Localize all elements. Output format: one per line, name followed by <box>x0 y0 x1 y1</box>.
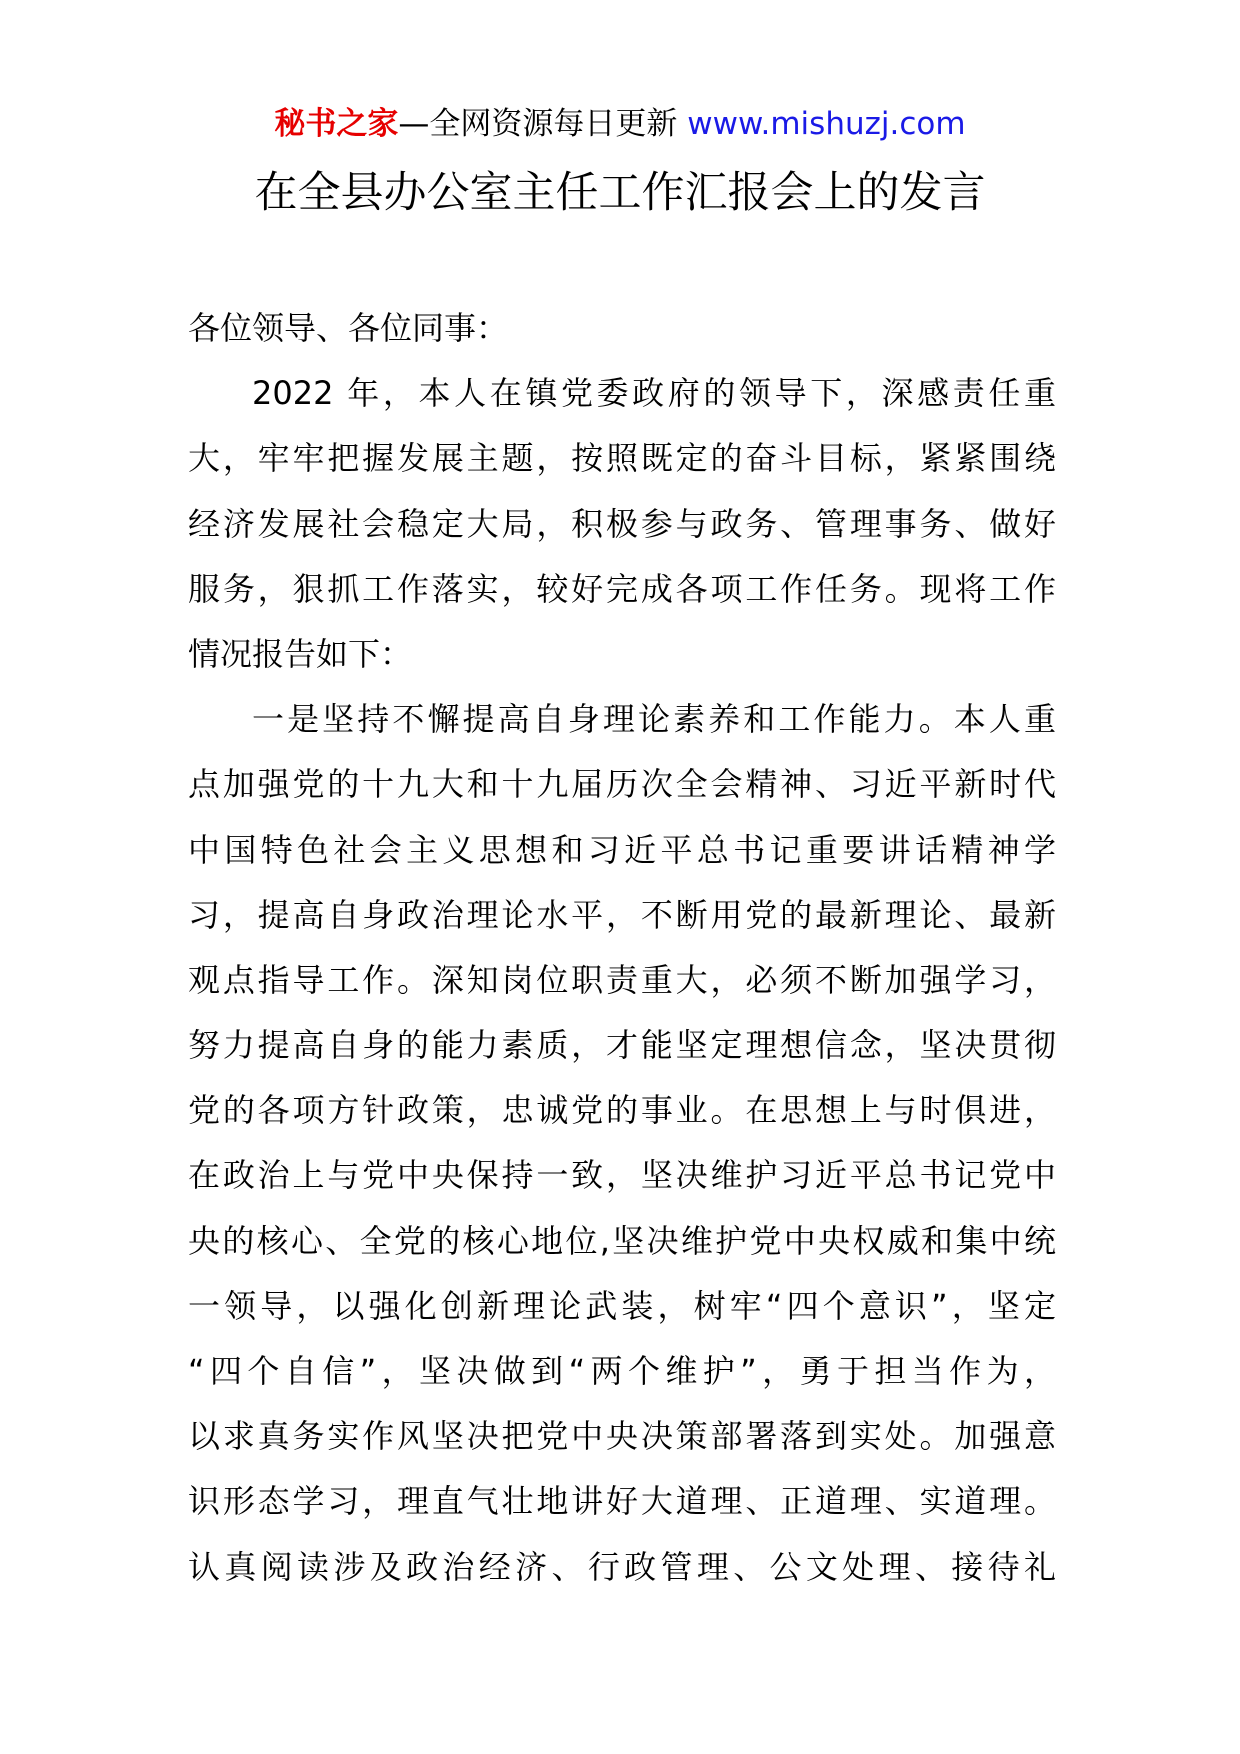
site-header <box>0 102 1240 146</box>
text-line: 央的核心、全党的核心地位,坚决维护党中央权威和集中统 <box>188 1221 1056 1260</box>
site-url-link[interactable]: www.mishuzj.com <box>687 106 966 142</box>
text-line: 习，提高自身政治理论水平，不断用党的最新理论、最新 <box>188 895 1056 934</box>
text-line: 以求真务实作风坚决把党中央决策部署落到实处。加强意 <box>188 1417 1056 1456</box>
text-line: 情况报告如下： <box>188 634 413 673</box>
text-line: 在政治上与党中央保持一致，坚决维护习近平总书记党中 <box>188 1156 1056 1195</box>
text-line: 经济发展社会稳定大局，积极参与政务、管理事务、做好 <box>188 504 1056 543</box>
text-line: 服务，狠抓工作落实，较好完成各项工作任务。现将工作 <box>188 569 1056 608</box>
text-line: 识形态学习，理直气壮地讲好大道理、正道理、实道理。 <box>188 1482 1056 1521</box>
text-line: 一领导，以强化创新理论武装，树牢“四个意识”，坚定 <box>188 1286 1056 1325</box>
text-line: 2022 年，本人在镇党委政府的领导下，深感责任重 <box>252 374 1056 413</box>
text-line: 党的各项方针政策，忠诚党的事业。在思想上与时俱进， <box>188 1091 1056 1130</box>
text-line: 观点指导工作。深知岗位职责重大，必须不断加强学习， <box>188 960 1056 999</box>
brand-name: 秘书之家 <box>274 106 399 142</box>
text-line: 中国特色社会主义思想和习近平总书记重要讲话精神学 <box>188 830 1056 869</box>
salutation: 各位领导、各位同事： <box>188 309 509 347</box>
document-title: 在全县办公室主任工作汇报会上的发言 <box>254 168 986 218</box>
text-line: 一是坚持不懈提高自身理论素养和工作能力。本人重 <box>252 700 1056 739</box>
text-line: 点加强党的十九大和十九届历次全会精神、习近平新时代 <box>188 765 1056 804</box>
document-body <box>188 296 1056 1600</box>
text-line: 大，牢牢把握发展主题，按照既定的奋斗目标，紧紧围绕 <box>188 439 1056 478</box>
text-line: “四个自信”，坚决做到“两个维护”，勇于担当作为， <box>188 1352 1056 1390</box>
text-line: 努力提高自身的能力素质，才能坚定理想信念，坚决贯彻 <box>188 1026 1056 1065</box>
text-line: 认真阅读涉及政治经济、行政管理、公文处理、接待礼 <box>188 1547 1056 1586</box>
header-tagline: —全网资源每日更新 <box>398 106 678 142</box>
